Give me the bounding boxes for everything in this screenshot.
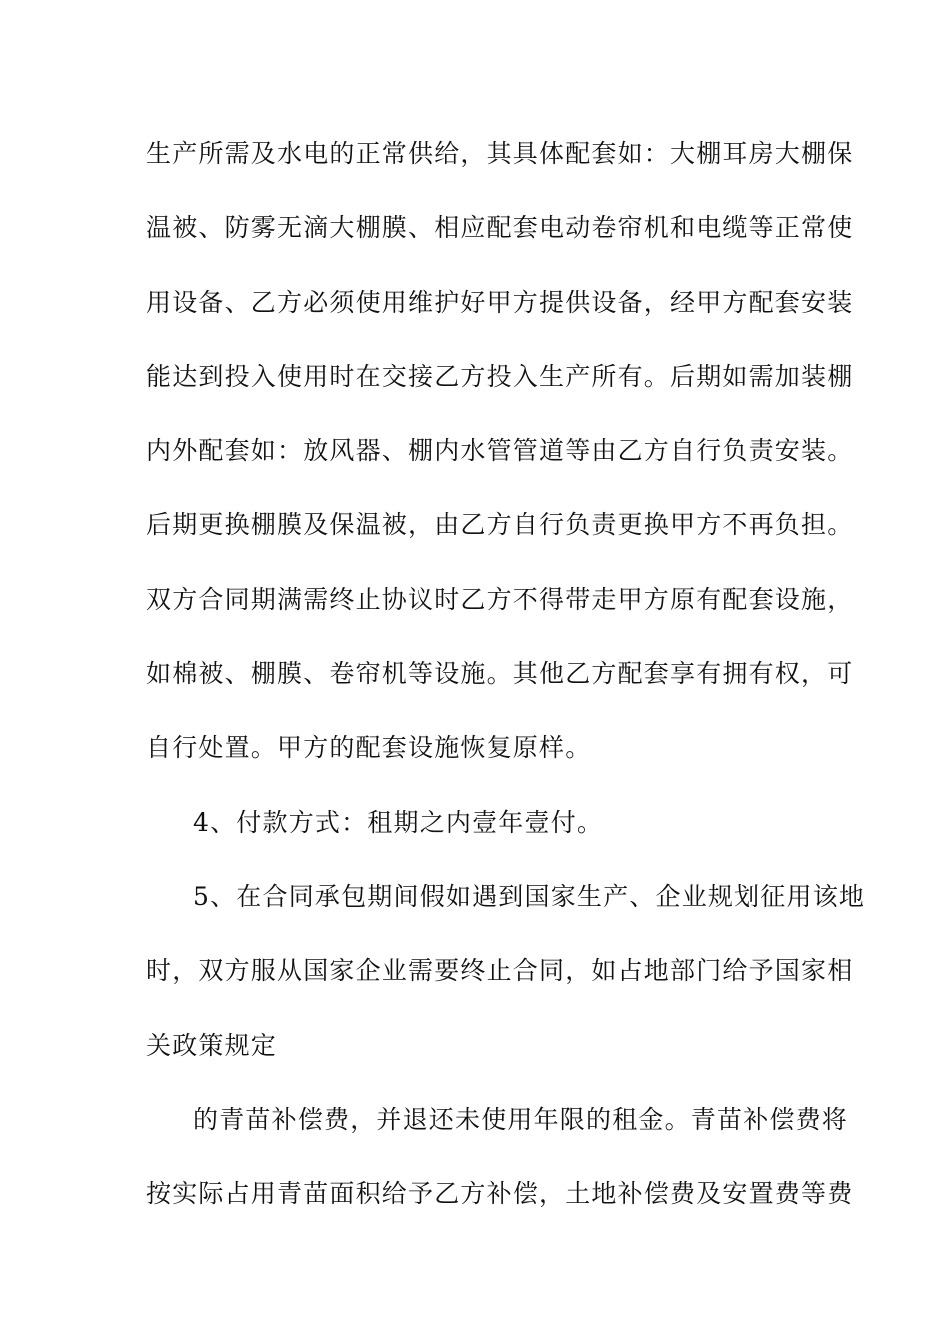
- text-line: 如棉被、棚膜、卷帘机等设施。其他乙方配套享有拥有权，可: [146, 659, 854, 689]
- text-line: 内外配套如：放风器、棚内水管管道等由乙方自行负责安装。: [146, 436, 854, 466]
- text-line: 关政策规定: [146, 1030, 278, 1060]
- text-line: 能达到投入使用时在交接乙方投入生产所有。后期如需加装棚: [146, 361, 854, 391]
- text-line: 生产所需及水电的正常供给，其具体配套如：大棚耳房大棚保: [146, 139, 854, 168]
- text-line: 按实际占用青苗面积给予乙方补偿，土地补偿费及安置费等费: [146, 1179, 854, 1209]
- payment-method-clause: 4、付款方式：租期之内壹年壹付。: [193, 807, 604, 837]
- contract-body-text: [146, 130, 866, 1244]
- text-line: 时，双方服从国家企业需要终止合同，如占地部门给予国家相: [146, 956, 854, 986]
- text-line: 用设备、乙方必须使用维护好甲方提供设备，经甲方配套安装: [146, 287, 854, 317]
- text-line: 自行处置。甲方的配套设施恢复原样。: [146, 733, 592, 763]
- text-line: 温被、防雾无滴大棚膜、相应配套电动卷帘机和电缆等正常使: [146, 213, 854, 243]
- compensation-paragraph: 的青苗补偿费，并退还未使用年限的租金。青苗补偿费将: [193, 1104, 849, 1134]
- text-line: 双方合同期满需终止协议时乙方不得带走甲方原有配套设施，: [146, 584, 854, 614]
- land-requisition-clause: 5、在合同承包期间假如遇到国家生产、企业规划征用该地: [193, 881, 866, 911]
- text-line: 后期更换棚膜及保温被，由乙方自行负责更换甲方不再负担。: [146, 510, 854, 540]
